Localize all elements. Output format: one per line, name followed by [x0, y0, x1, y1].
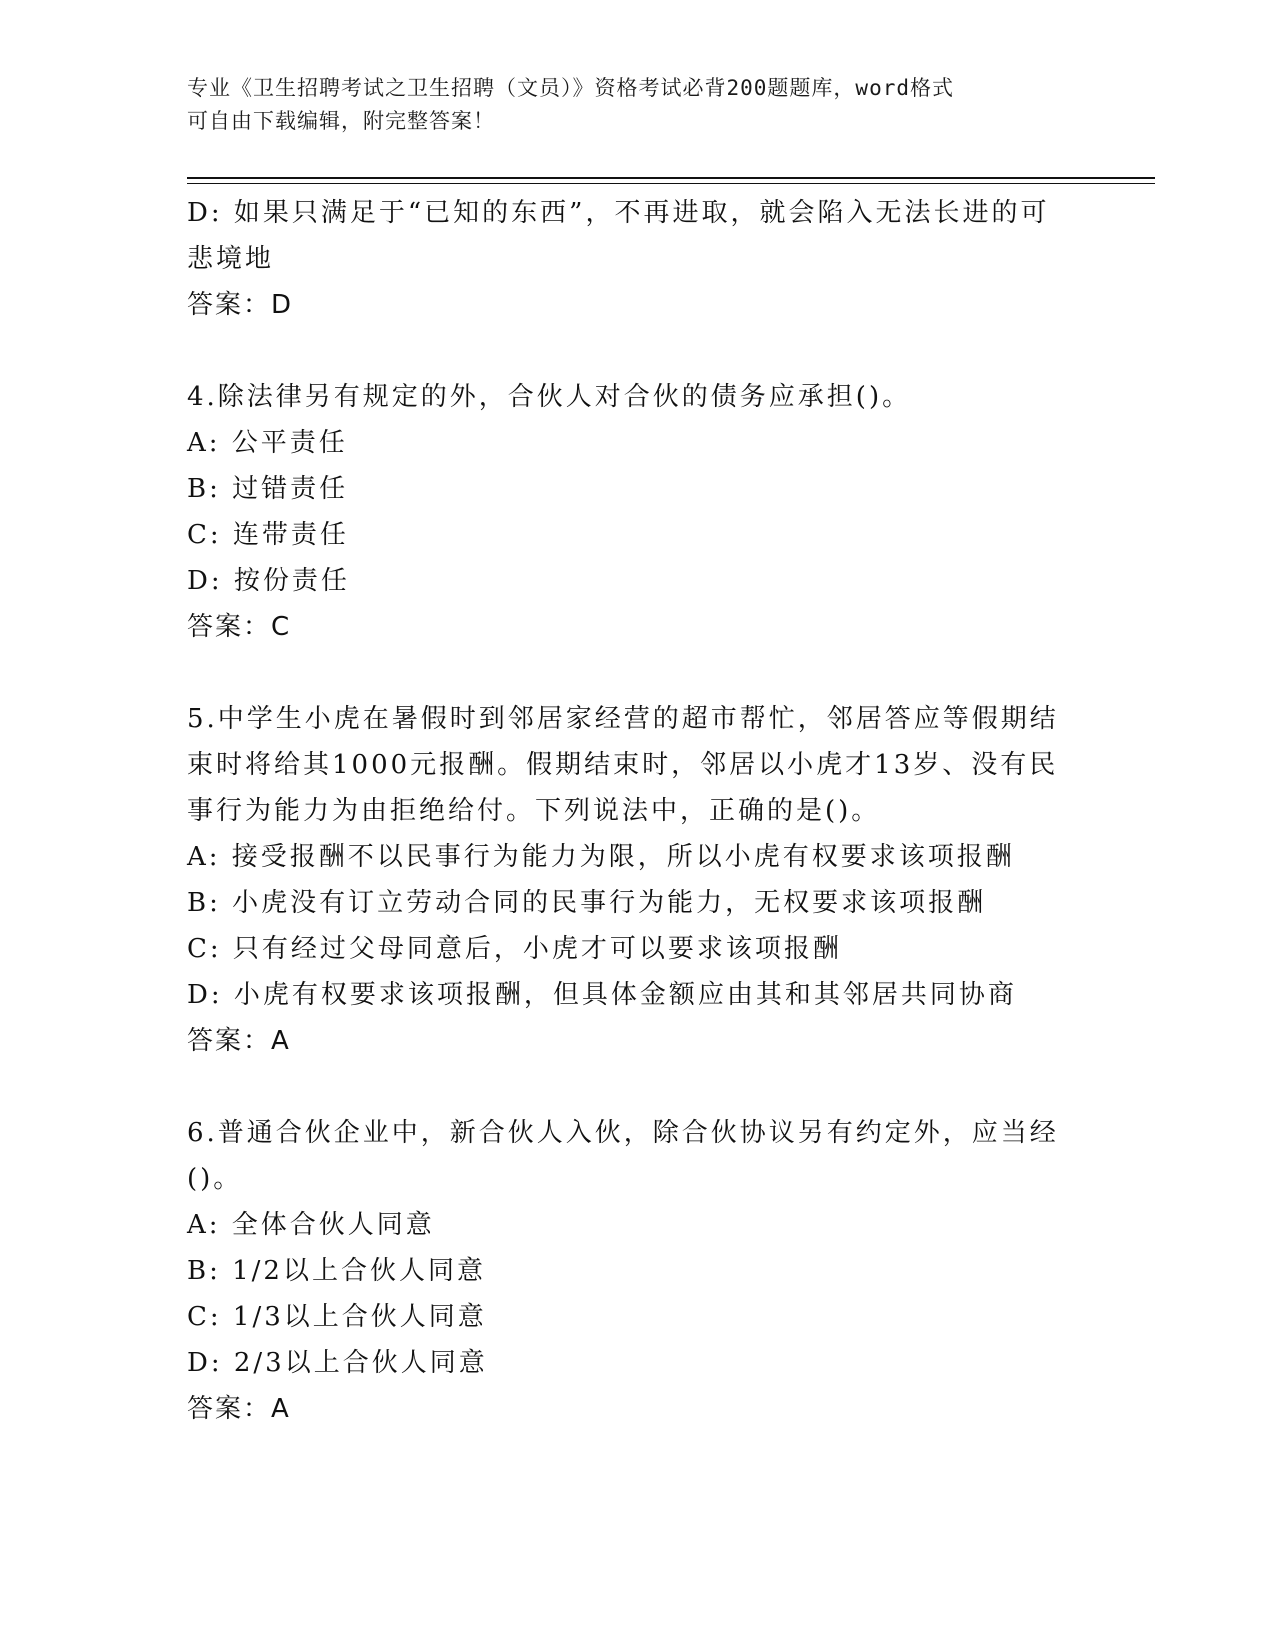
option-d: D: 2/3以上合伙人同意 [187, 1348, 488, 1378]
option-d: D: 小虎有权要求该项报酬，但具体金额应由其和其邻居共同协商 [187, 980, 1017, 1010]
document-body [187, 190, 1087, 1432]
header-divider-thin [187, 183, 1155, 184]
answer-line: 答案：A [187, 1026, 291, 1056]
spacer [187, 328, 1087, 374]
question-stem: 6.普通合伙企业中，新合伙人入伙，除合伙协议另有约定外，应当经 [187, 1118, 1059, 1148]
answer-line: 答案：D [187, 290, 294, 320]
question-stem-continued: 束时将给其1000元报酬。假期结束时，邻居以小虎才13岁、没有民 [187, 750, 1059, 780]
question-stem-continued: ()。 [187, 1164, 243, 1194]
question-4 [187, 374, 1087, 650]
answer-line: 答案：A [187, 1394, 291, 1424]
question-5 [187, 696, 1087, 1064]
option-d: D: 如果只满足于“已知的东西”，不再进取，就会陷入无法长进的可 [187, 198, 1050, 228]
option-c: C: 只有经过父母同意后，小虎才可以要求该项报酬 [187, 934, 842, 964]
option-b: B: 1/2以上合伙人同意 [187, 1256, 486, 1286]
answer-line: 答案：C [187, 612, 292, 642]
page-header [187, 72, 1067, 138]
option-c: C: 1/3以上合伙人同意 [187, 1302, 487, 1332]
header-divider-thick [187, 177, 1155, 179]
option-a: A: 全体合伙人同意 [187, 1210, 435, 1240]
question-stem: 5.中学生小虎在暑假时到邻居家经营的超市帮忙，邻居答应等假期结 [187, 704, 1059, 734]
question-3-tail [187, 190, 1087, 328]
question-stem-continued: 事行为能力为由拒绝给付。下列说法中，正确的是()。 [187, 796, 881, 826]
option-d: D: 按份责任 [187, 566, 350, 596]
option-b: B: 过错责任 [187, 474, 349, 504]
spacer [187, 1064, 1087, 1110]
option-c: C: 连带责任 [187, 520, 349, 550]
question-stem: 4.除法律另有规定的外，合伙人对合伙的债务应承担()。 [187, 382, 912, 412]
option-d-continued: 悲境地 [187, 244, 275, 274]
option-b: B: 小虎没有订立劳动合同的民事行为能力，无权要求该项报酬 [187, 888, 987, 918]
header-title-line-2: 可自由下载编辑，附完整答案！ [187, 109, 495, 133]
spacer [187, 650, 1087, 696]
option-a: A: 公平责任 [187, 428, 348, 458]
option-a: A: 接受报酬不以民事行为能力为限，所以小虎有权要求该项报酬 [187, 842, 1015, 872]
question-6 [187, 1110, 1087, 1432]
header-title-line-1: 专业《卫生招聘考试之卫生招聘（文员）》资格考试必背200题题库，word格式 [187, 76, 954, 100]
